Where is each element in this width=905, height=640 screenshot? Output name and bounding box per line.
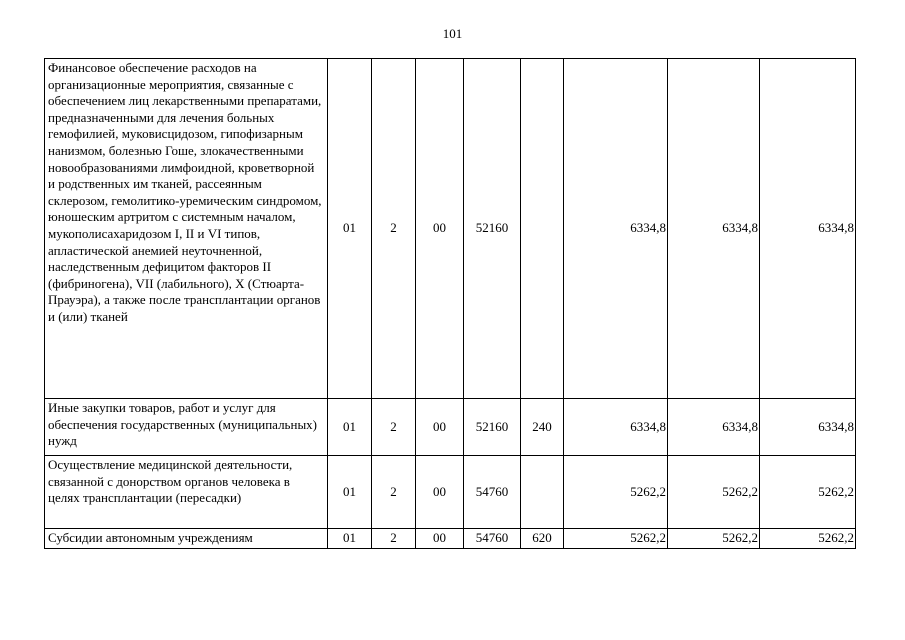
amount-year1-cell: 6334,8	[564, 59, 668, 399]
section-code-cell: 01	[328, 529, 372, 549]
amount-year1-cell: 5262,2	[564, 456, 668, 529]
table-row	[45, 59, 856, 399]
table-row	[45, 399, 856, 456]
subprogram-code-cell: 00	[416, 456, 464, 529]
direction-code-cell: 52160	[464, 399, 521, 456]
amount-year3-cell: 5262,2	[760, 529, 856, 549]
subprogram-code-cell: 00	[416, 59, 464, 399]
budget-table	[44, 58, 856, 549]
page-number: 101	[442, 26, 463, 41]
amount-year3-cell: 6334,8	[760, 59, 856, 399]
amount-year2-cell: 6334,8	[668, 59, 760, 399]
program-code-cell: 2	[372, 59, 416, 399]
amount-year2-cell: 5262,2	[668, 456, 760, 529]
amount-year1-cell: 5262,2	[564, 529, 668, 549]
amount-year2-cell: 5262,2	[668, 529, 760, 549]
description-cell: Субсидии автономным учреждениям	[45, 529, 328, 549]
program-code-cell: 2	[372, 456, 416, 529]
program-code-cell: 2	[372, 399, 416, 456]
description-cell: Финансовое обеспечение расходов на организационные мероприятия, связанные с обеспечением лиц лекарственными препаратами, предназначенными для лечения больных гемофилией, муковисцидозом, гипофизарным нанизмом, болезнью Гоше, злокачественными новообразованиями лимфоидной, кроветворной и родственных им тканей, рассеянным склерозом, гемолитико-уремическим синдромом, юношеским артритом с системным началом, мукополисахаридозом I, II и VI типов, апластической анемией неуточненной, наследственным дефицитом факторов II (фибриногена), VII (лабильного), X (Стюарта-Прауэра), а также после трансплантации органов и (или) тканей	[45, 59, 328, 399]
subprogram-code-cell: 00	[416, 399, 464, 456]
section-code-cell: 01	[328, 399, 372, 456]
expense-type-cell: 620	[521, 529, 564, 549]
amount-year2-cell: 6334,8	[668, 399, 760, 456]
amount-year3-cell: 5262,2	[760, 456, 856, 529]
section-code-cell: 01	[328, 456, 372, 529]
program-code-cell: 2	[372, 529, 416, 549]
subprogram-code-cell: 00	[416, 529, 464, 549]
amount-year3-cell: 6334,8	[760, 399, 856, 456]
expense-type-cell	[521, 456, 564, 529]
expense-type-cell: 240	[521, 399, 564, 456]
direction-code-cell: 54760	[464, 456, 521, 529]
table-row	[45, 456, 856, 529]
section-code-cell: 01	[328, 59, 372, 399]
expense-type-cell	[521, 59, 564, 399]
direction-code-cell: 54760	[464, 529, 521, 549]
amount-year1-cell: 6334,8	[564, 399, 668, 456]
description-cell: Осуществление медицинской деятельности, связанной с донорством органов человека в целях трансплантации (пересадки)	[45, 456, 328, 529]
description-cell: Иные закупки товаров, работ и услуг для обеспечения государственных (муниципальных) нужд	[45, 399, 328, 456]
direction-code-cell: 52160	[464, 59, 521, 399]
table-row	[45, 529, 856, 549]
